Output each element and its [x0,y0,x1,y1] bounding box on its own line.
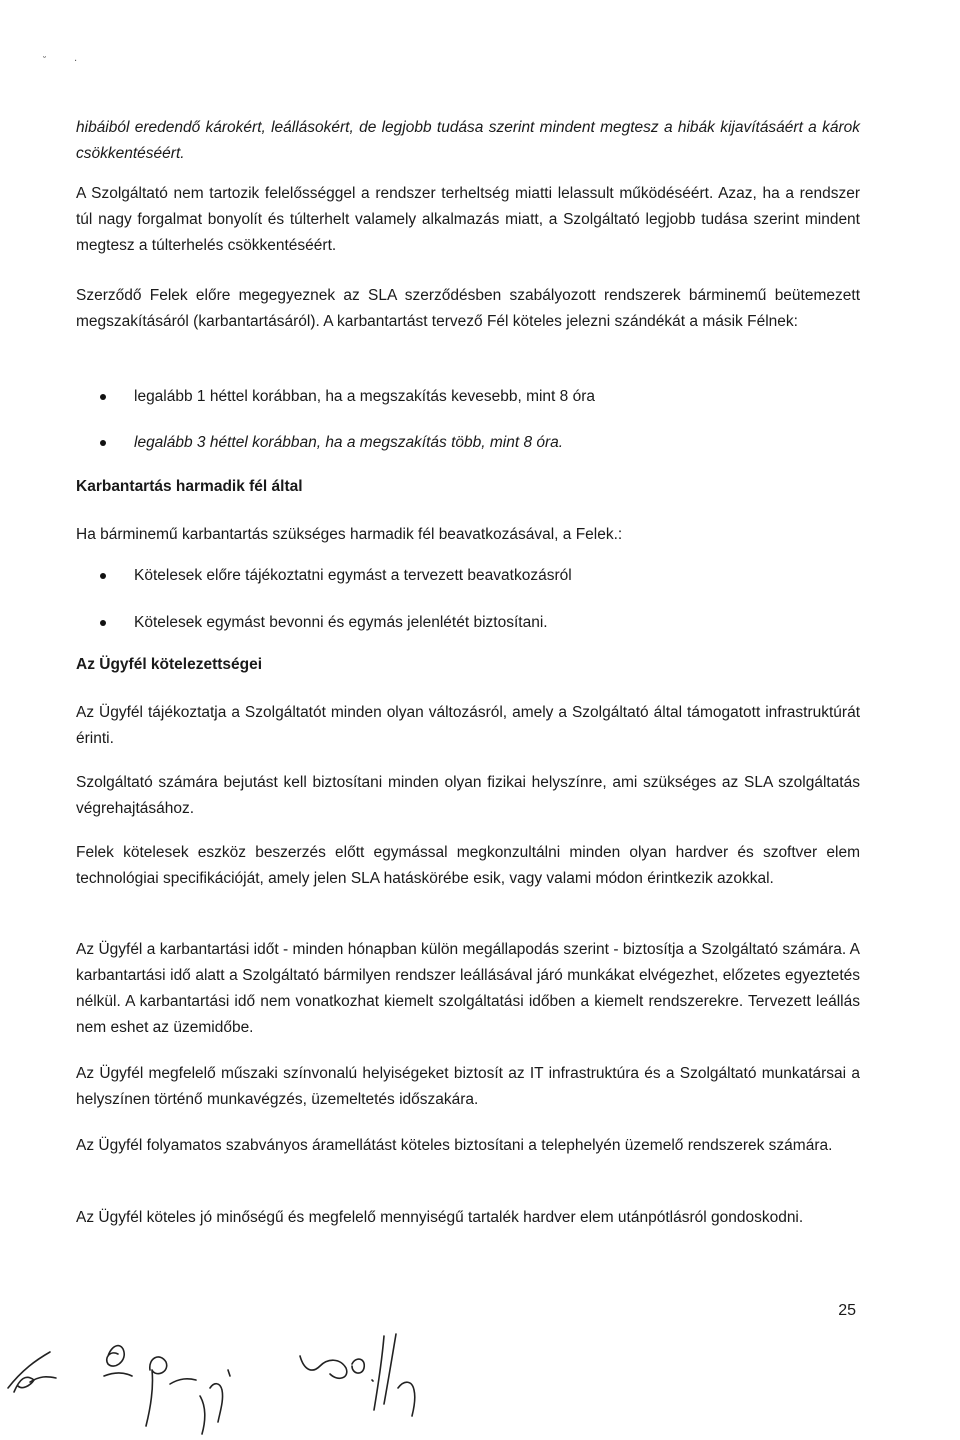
bullet-icon [100,573,106,579]
initial-stroke [384,1334,396,1404]
initial-stroke [170,1379,196,1384]
bullet-icon [100,620,106,626]
paragraph-site-access: Szolgáltató számára bejutást kell biztosítani minden olyan fizikai helyszínre, ami szükséges az SLA szolgáltatás végrehajtásához. [76,774,860,817]
handwritten-initials [0,1330,960,1440]
paragraph-load-liability: A Szolgáltató nem tartozik felelősséggel a rendszer terheltség miatti lelassult működéséért. Azaz, ha a rendszer túl nagy forgalmat bonyolít és túlterhelt valamely alkalmazás miatt, a Szolgáltató legjobb tudása szerint mindent megtesz a túlterhelés csökkentéséért. [76,185,860,254]
initial-stroke [146,1357,167,1426]
initial-stroke [104,1373,132,1376]
bullet-icon [100,440,106,446]
initial-stroke [107,1346,124,1366]
paragraph-spare-hardware: Az Ügyfél köteles jó minőségű és megfelelő mennyiségű tartalék hardver elem utánpótlásról gondoskodni. [76,1209,804,1226]
paragraph-scheduled-maintenance: Szerződő Felek előre megegyeznek az SLA szerződésben szabályozott rendszerek bárminemű beütemezett megszakításáról (karbantartásáról). A karbantartást tervező Fél köteles jelezni szándékát a másik Félnek: [76,287,860,330]
initial-stroke [300,1356,347,1378]
scan-speck: ˘ [42,56,47,67]
bullet-text: legalább 3 héttel korábban, ha a megszakítás több, mint 8 óra. [134,434,564,451]
heading-client-obligations: Az Ügyfél kötelezettségei [76,656,263,673]
initial-stroke [398,1382,415,1416]
initial-stroke [210,1384,223,1422]
initial-stroke [8,1352,50,1388]
paragraph-procurement: Felek kötelesek eszköz beszerzés előtt egymással megkonzultálni minden olyan hardver és szoftver elem technológiai specifikációját, amely jelen SLA hatáskörébe esik, vagy valami módon érintkezik azokkal. [76,844,860,887]
bullet-icon [100,394,106,400]
paragraph-third-party-intro: Ha bárminemű karbantartás szükséges harmadik fél beavatkozásával, a Felek.: [76,526,623,543]
initial-stroke [374,1336,384,1410]
initial-stroke [372,1380,373,1381]
bullet-text: Kötelesek előre tájékoztatni egymást a tervezett beavatkozásról [134,567,572,584]
initial-stroke [200,1396,205,1434]
paragraph-client-info: Az Ügyfél tájékoztatja a Szolgáltatót minden olyan változásról, amely a Szolgáltató által támogatott infrastruktúrát érinti. [76,704,860,747]
paragraph-error-liability: hibáiból eredendő károkért, leállásokért, de legjobb tudása szerint mindent megtesz a hibák kijavításáért a károk csökkentéséért. [76,119,860,162]
paragraph-power-supply: Az Ügyfél folyamatos szabványos áramellátást köteles biztosítani a telephelyén üzemelő rendszerek számára. [76,1137,833,1154]
bullet-text: legalább 1 héttel korábban, ha a megszakítás kevesebb, mint 8 óra [134,388,595,405]
heading-third-party-maintenance: Karbantartás harmadik fél által [76,478,303,495]
bullet-text: Kötelesek egymást bevonni és egymás jelenlétét biztosítani. [134,614,548,631]
paragraph-maintenance-window: Az Ügyfél a karbantartási időt - minden hónapban külön megállapodás szerint - biztosítja a Szolgáltató számára. A karbantartási idő alatt a Szolgáltató bármilyen rendszer leállásával járó munkákat elvégezhet, előzetes egyeztetés nélkül. A karbantartási idő nem vonatkozhat kiemelt szolgáltatási időben a kiemelt rendszerekre. Tervezett leállás nem eshet az üzemidőbe. [76,941,860,1036]
scan-speck: · [74,56,78,67]
paragraph-premises: Az Ügyfél megfelelő műszaki színvonalú helyiségeket biztosít az IT infrastruktúra és a Szolgáltató munkatársai a helyszínen történő munkavégzés, üzemeltetés időszakára. [76,1065,860,1108]
initial-stroke [352,1359,364,1373]
initial-stroke [228,1370,230,1376]
page-number: 25 [838,1302,856,1319]
initial-stroke [14,1377,34,1392]
